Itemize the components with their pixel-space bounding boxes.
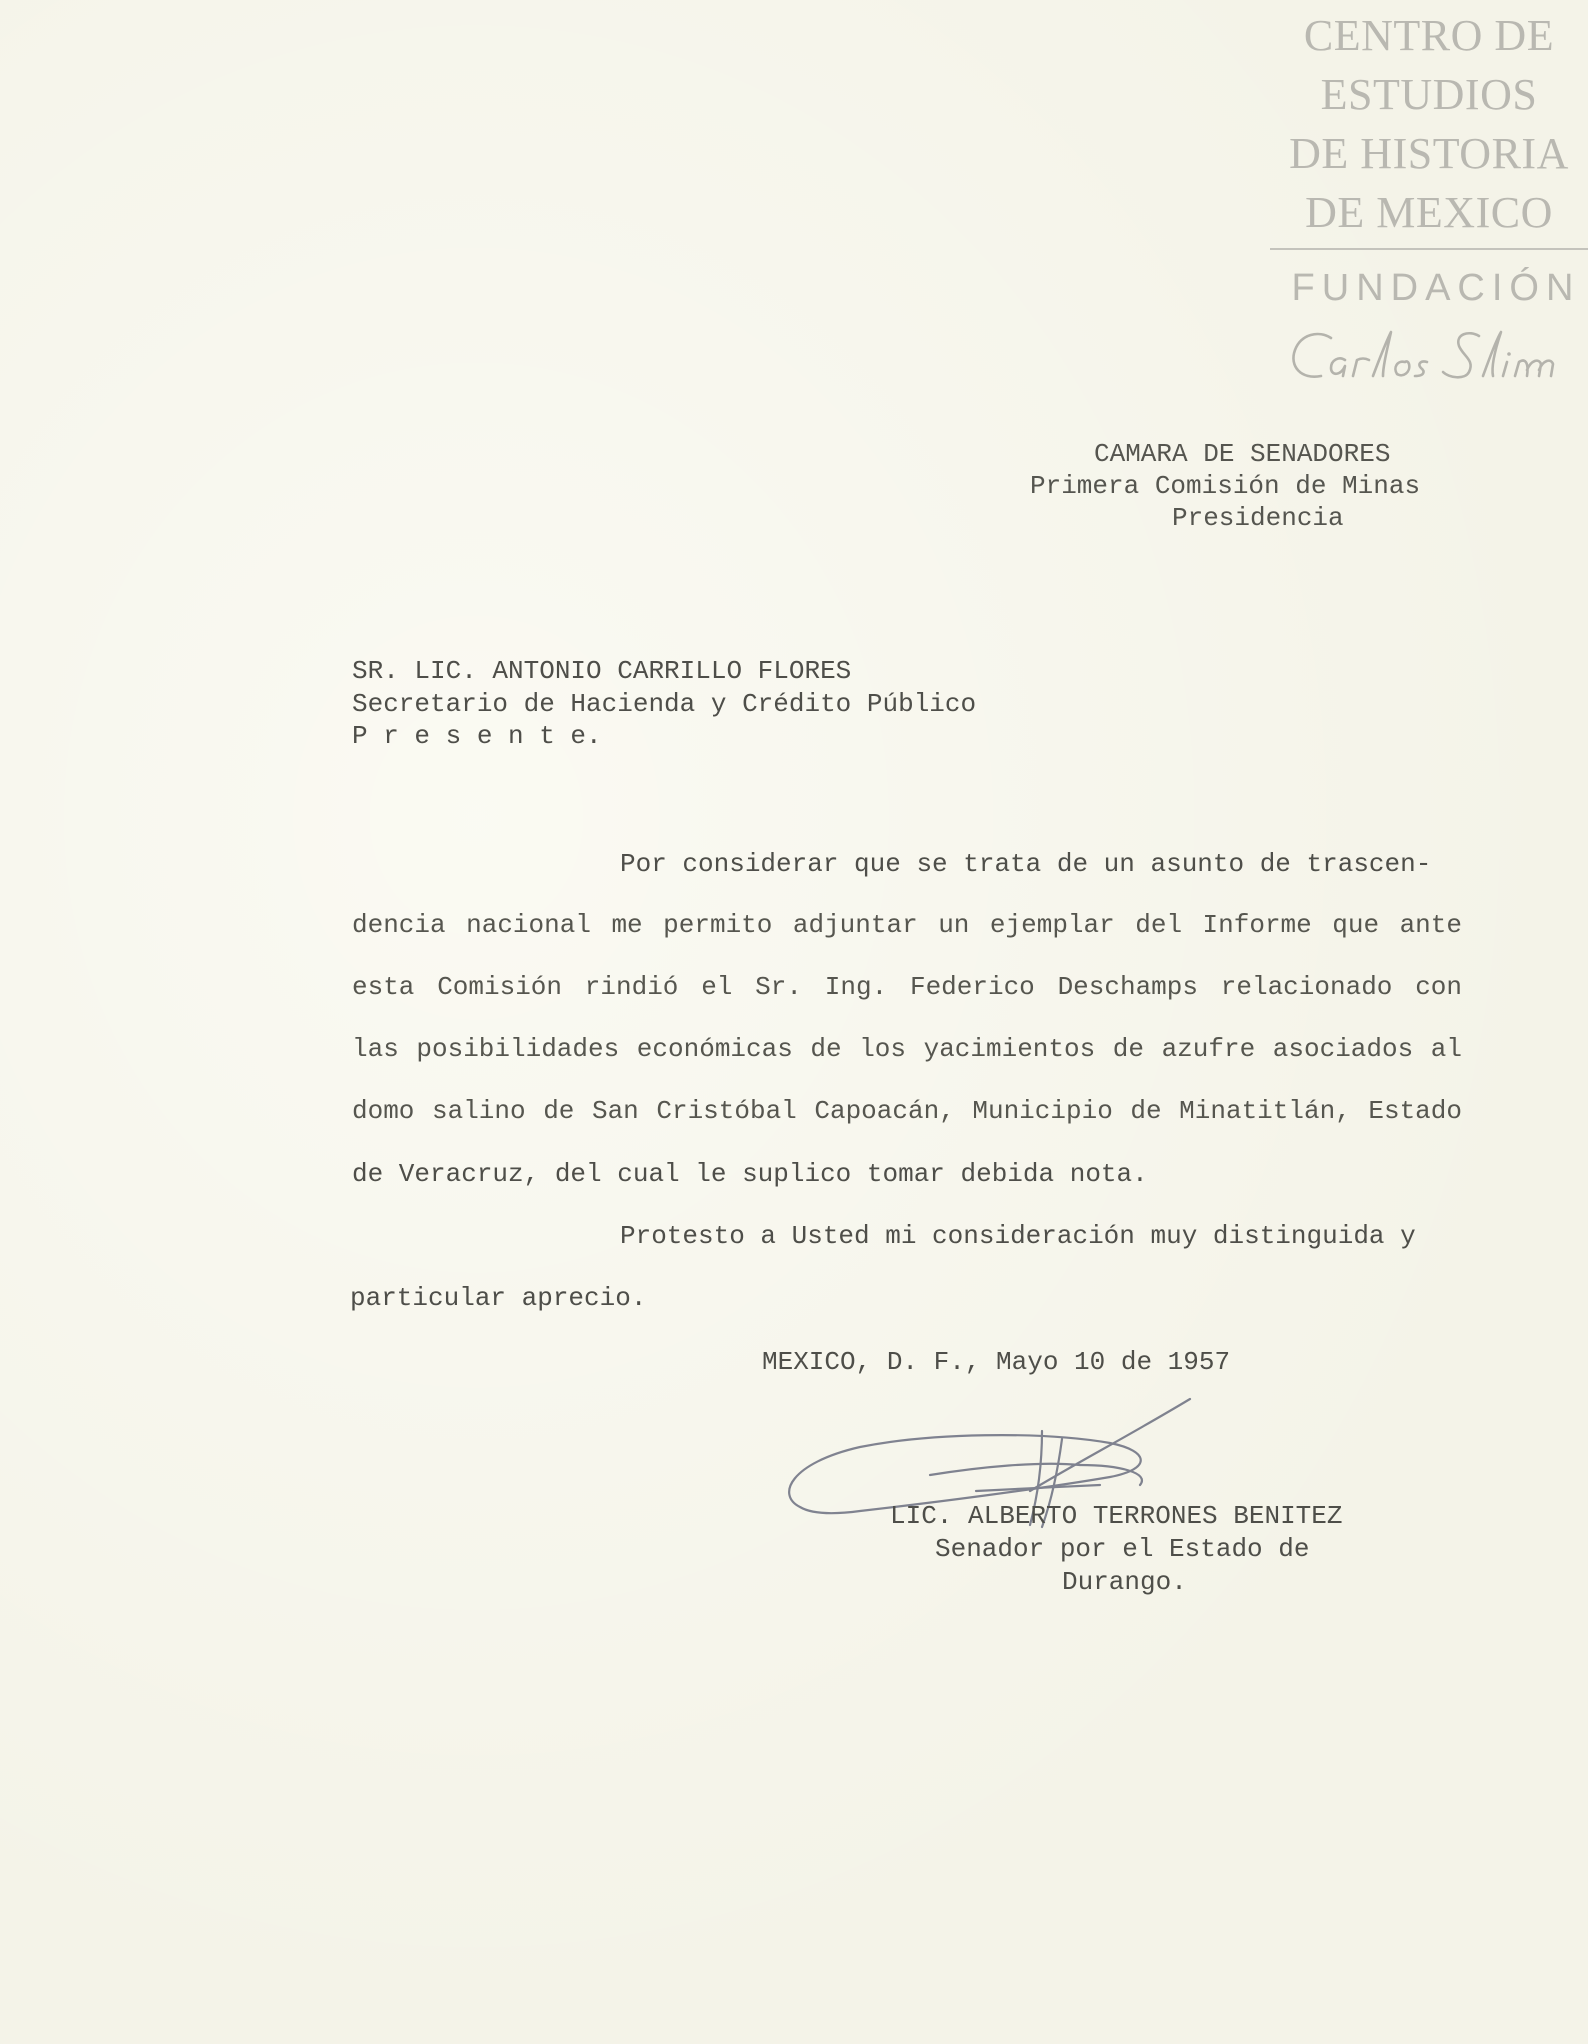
watermark-fundacion: FUNDACIÓN bbox=[1291, 267, 1581, 309]
watermark-line-3: DE HISTORIA bbox=[1289, 129, 1569, 178]
signatory-title: Senador por el Estado de bbox=[935, 1534, 1310, 1564]
body-line: esta Comisión rindió el Sr. Ing. Federico Deschamps relacionado con bbox=[352, 972, 1462, 1002]
closing-line-1: Protesto a Usted mi consideración muy distinguida y bbox=[620, 1221, 1416, 1251]
signatory-name: LIC. ALBERTO TERRONES BENITEZ bbox=[890, 1501, 1343, 1531]
watermark-line-4: DE MEXICO bbox=[1305, 188, 1553, 237]
heading-chamber: CAMARA DE SENADORES bbox=[1094, 439, 1391, 469]
carlos-slim-logo bbox=[1270, 320, 1588, 390]
addressee-title: Secretario de Hacienda y Crédito Público bbox=[352, 689, 977, 719]
place-date: MEXICO, D. F., Mayo 10 de 1957 bbox=[762, 1347, 1231, 1377]
body-line: dencia nacional me permito adjuntar un ejemplar del Informe que ante bbox=[352, 910, 1462, 940]
heading-presidency: Presidencia bbox=[1172, 503, 1344, 533]
addressee-presente: P r e s e n t e. bbox=[352, 721, 602, 751]
body-line: domo salino de San Cristóbal Capoacán, Municipio de Minatitlán, Estado bbox=[352, 1096, 1462, 1126]
watermark-divider bbox=[1270, 248, 1588, 250]
body-line: de Veracruz, del cual le suplico tomar debida nota. bbox=[352, 1159, 1148, 1189]
watermark-line-2: ESTUDIOS bbox=[1320, 70, 1538, 119]
watermark-line-1: CENTRO DE bbox=[1303, 11, 1555, 60]
addressee-name: SR. LIC. ANTONIO CARRILLO FLORES bbox=[352, 656, 852, 686]
heading-commission: Primera Comisión de Minas bbox=[1030, 471, 1421, 501]
signatory-state: Durango. bbox=[1062, 1567, 1187, 1597]
archive-watermark bbox=[1270, 6, 1588, 390]
closing-line-2: particular aprecio. bbox=[350, 1283, 647, 1313]
body-line: Por considerar que se trata de un asunto de trascen- bbox=[620, 849, 1432, 879]
body-line: las posibilidades económicas de los yacimientos de azufre asociados al bbox=[352, 1034, 1462, 1064]
